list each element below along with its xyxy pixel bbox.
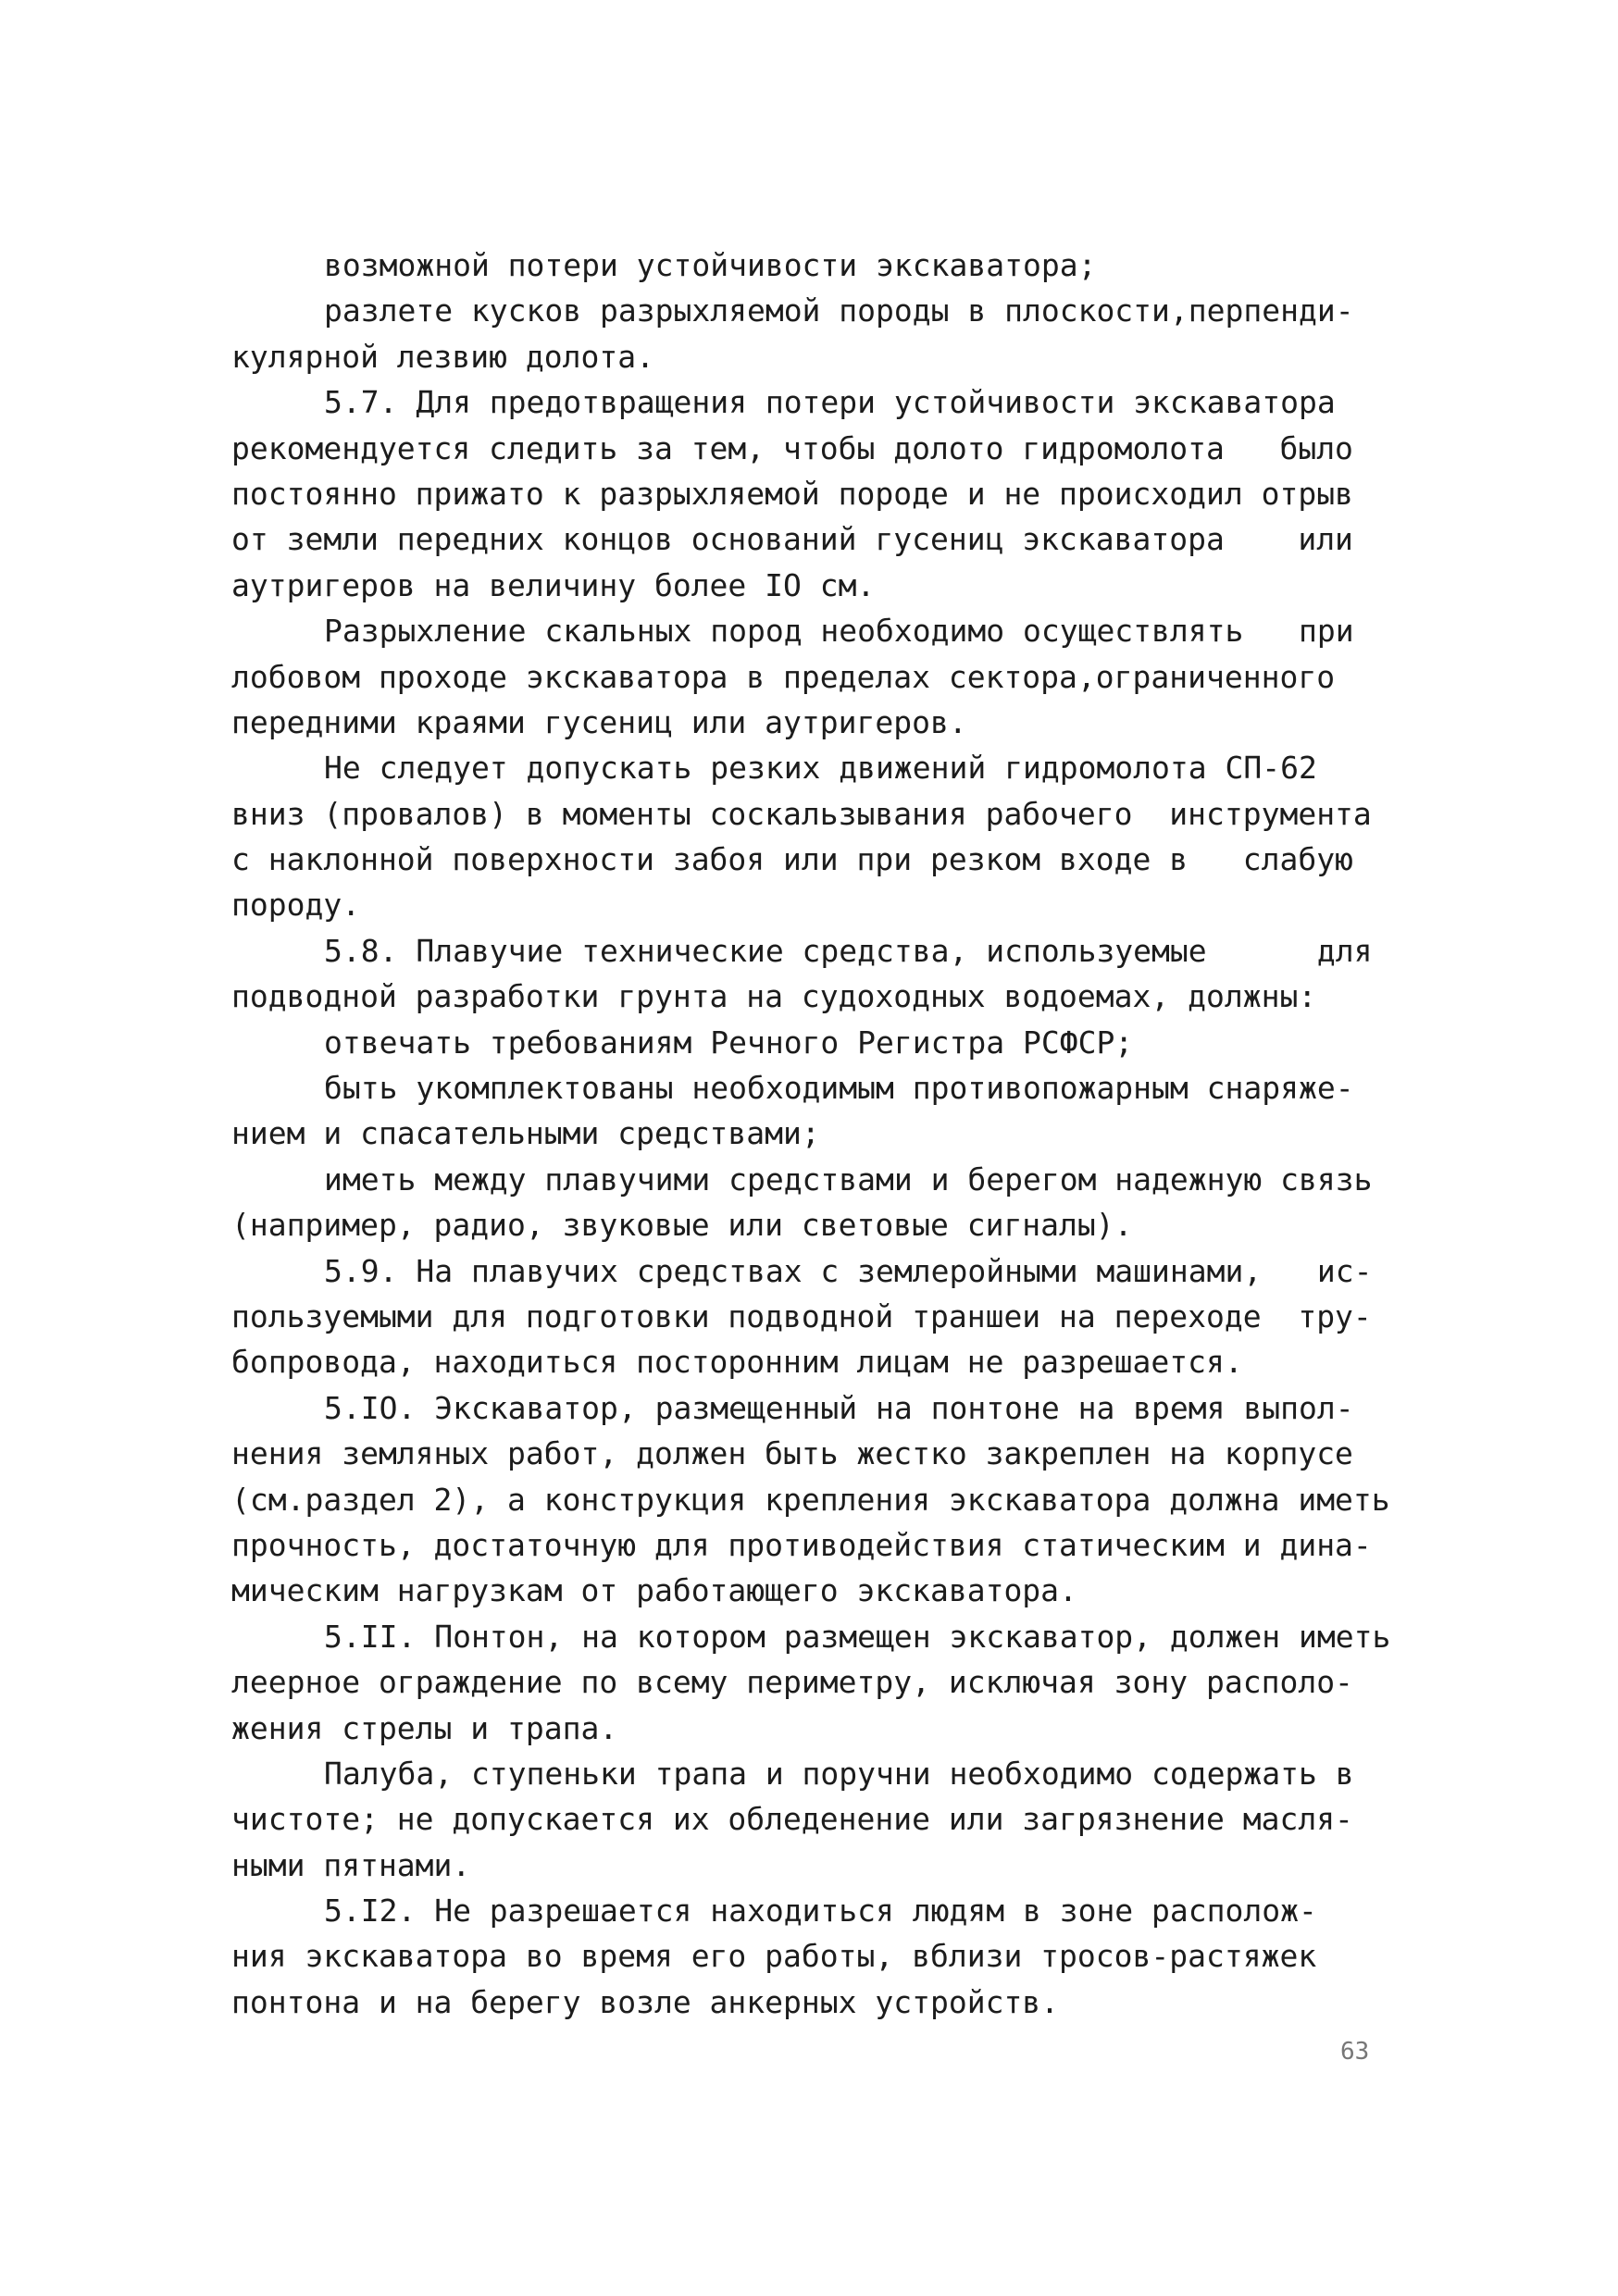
text-line: пользуемыми для подготовки подводной траншеи на переходе тру-: [231, 1297, 1372, 1334]
text-line: (см.раздел 2), а конструкция крепления экскаватора должна иметь: [231, 1481, 1390, 1518]
text-line: 5.9. На плавучих средствах с землеройными машинами, ис-: [324, 1252, 1373, 1289]
text-line: иметь между плавучими средствами и берегом надежную связь: [324, 1160, 1373, 1198]
text-line: 5.7. Для предотвращения потери устойчивости экскаватора: [324, 384, 1336, 421]
text-line: Разрыхление скальных пород необходимо осуществлять при: [324, 613, 1354, 650]
text-line: нения земляных работ, должен быть жестко закреплен на корпусе: [231, 1435, 1353, 1472]
text-line: Не следует допускать резких движений гидромолота СП-62: [324, 750, 1317, 787]
text-line: жения стрелы и трапа.: [231, 1709, 618, 1746]
text-line: вниз (провалов) в моменты соскальзывания рабочего инструмента: [231, 795, 1372, 832]
text-line: 5.I2. Не разрешается находиться людям в зоне располож-: [324, 1893, 1317, 1930]
text-line: кулярной лезвию долота.: [231, 338, 654, 375]
text-line: понтона и на берегу возле анкерных устройств.: [231, 1983, 1060, 2020]
page-number: 63: [1340, 2038, 1370, 2066]
text-line: 5.8. Плавучие технические средства, используемые для: [324, 932, 1373, 969]
text-line: разлете кусков разрыхляемой породы в плоскости,перпенди-: [324, 292, 1354, 329]
text-line: передними краями гусениц или аутригеров.: [231, 703, 967, 740]
text-line: Палуба, ступеньки трапа и поручни необходимо содержать в: [324, 1755, 1354, 1792]
text-line: ния экскаватора во время его работы, вблизи тросов-растяжек: [231, 1938, 1317, 1975]
text-line: прочность, достаточную для противодействия статическим и дина-: [231, 1526, 1372, 1563]
document-body: [231, 242, 1425, 2025]
text-line: с наклонной поверхности забоя или при резком входе в слабую: [231, 841, 1353, 878]
text-line: леерное ограждение по всему периметру, исключая зону располо-: [231, 1664, 1353, 1701]
text-line: ными пятнами.: [231, 1846, 471, 1883]
text-line: лобовом проходе экскаватора в пределах сектора,ограниченного: [231, 658, 1336, 695]
text-line: породу.: [231, 887, 361, 924]
text-line: чистоте; не допускается их обледенение или загрязнение масля-: [231, 1801, 1353, 1838]
text-line: мическим нагрузкам от работающего экскаватора.: [231, 1572, 1077, 1609]
text-line: подводной разработки грунта на судоходных водоемах, должны:: [231, 978, 1317, 1015]
text-line: возможной потери устойчивости экскаватора;: [324, 247, 1097, 283]
text-line: рекомендуется следить за тем, чтобы долото гидромолота было: [231, 429, 1353, 466]
text-line: быть укомплектованы необходимым противопожарным снаряже-: [324, 1070, 1354, 1107]
text-line: нием и спасательными средствами;: [231, 1115, 820, 1152]
text-line: бопровода, находиться посторонним лицам не разрешается.: [231, 1344, 1243, 1381]
text-line: 5.II. Понтон, на котором размещен экскаватор, должен иметь: [324, 1618, 1391, 1655]
text-line: отвечать требованиям Речного Регистра РСФСР;: [324, 1024, 1134, 1061]
text-line: аутригеров на величину более IO см.: [231, 566, 876, 603]
text-line: 5.IO. Экскаватор, размещенный на понтоне на время выпол-: [324, 1389, 1354, 1426]
text-line: от земли передних концов оснований гусениц экскаватора или: [231, 521, 1353, 558]
text-line: (например, радио, звуковые или световые сигналы).: [231, 1207, 1133, 1244]
text-line: постоянно прижато к разрыхляемой породе и не происходил отрыв: [231, 475, 1353, 512]
